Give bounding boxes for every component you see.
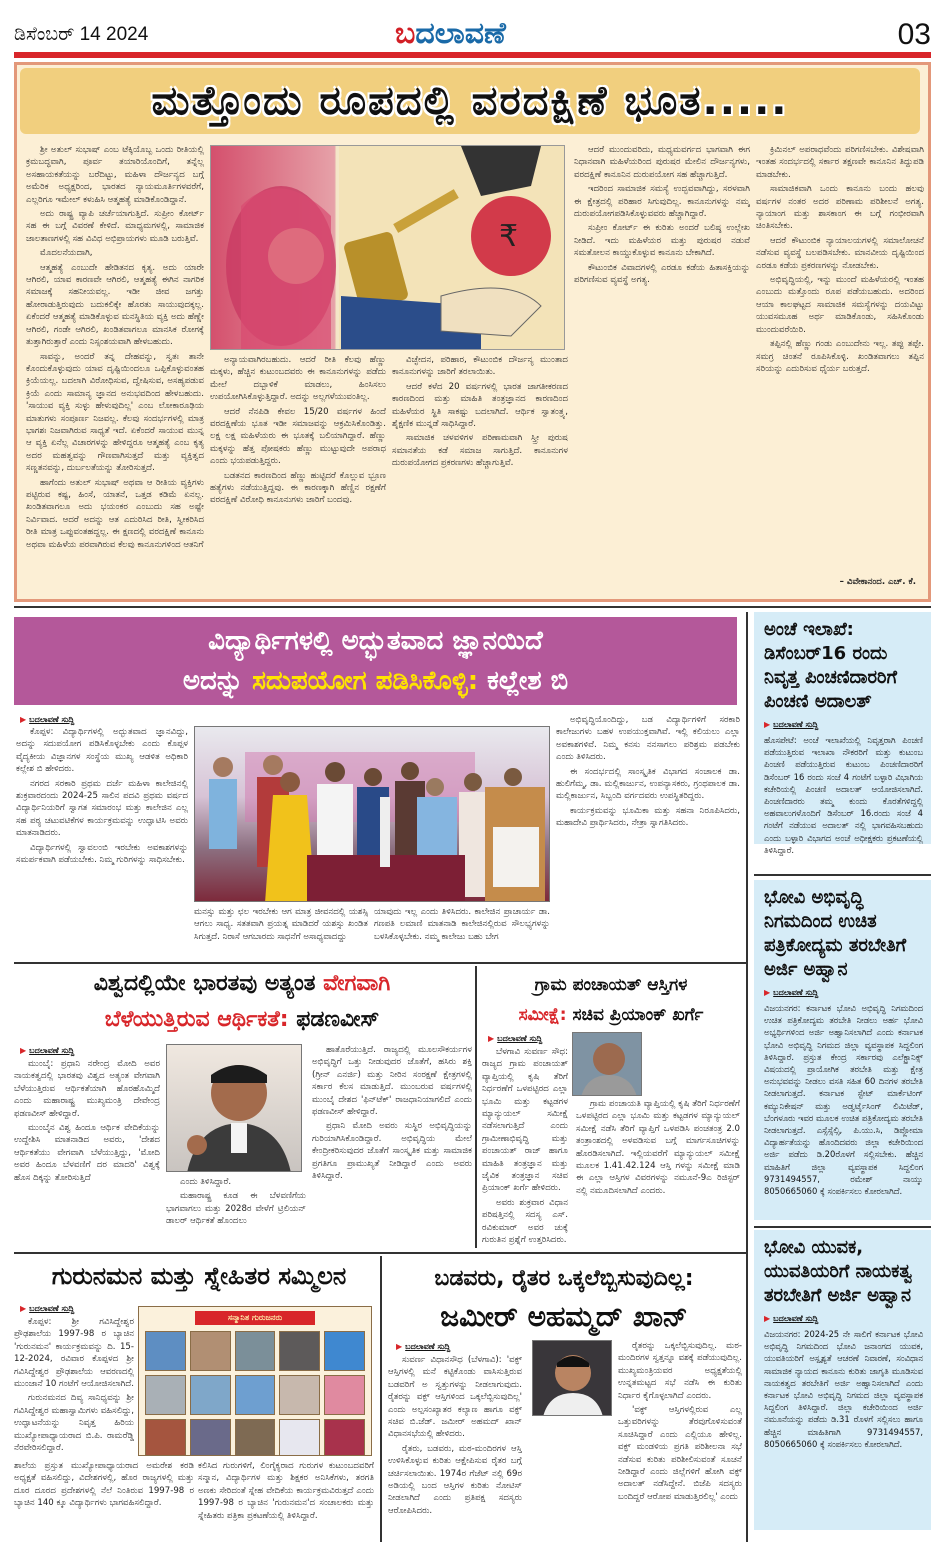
paragraph: ಆದರೆ ಕೌಟುಂಬಿಕ ನ್ಯಾಯಾಲಯಗಳಲ್ಲಿ ಸಮಾಲೋಚನೆ ನಡೆಸುವ ವ್ಯವಸ್ಥೆ ಬಲಪಡಿಸಬೇಕು. ಮಾನವೀಯ ದೃಷ್ಟಿಯಿಂದ ಎರಡೂ ಕಡೆಯ ಪ್ರಕರಣಗಳನ್ನು ನೋಡಬೇಕು. <box>756 235 924 271</box>
headline-highlight: ವೇಗವಾಗಿ <box>323 971 391 996</box>
students-headline <box>14 617 737 705</box>
paragraph: ಗುರುನಮನದ ದಿವ್ಯ ಸಾನಿಧ್ಯವನ್ನು ಶ್ರೀ ಗವಿಸಿದ್ದೇಶ್ವರ ಮಹಾಸ್ವಾಮಿಗಳು ವಹಿಸಲಿದ್ದು, ಉದ್ಘಾಟನೆಯನ್ನು ನಿವೃತ್ತ ಹಿರಿಯ ಮುಖ್ಯೋಪಾಧ್ಯಾಯರಾದ ಬಿ.ಪಿ. ರಾಮರೆಡ್ಡಿ ನೆರವೇರಿಸಲಿದ್ದಾರೆ. <box>14 1393 134 1454</box>
news-source-tag: ▶ ಬದಲಾವಣೆ ಸುದ್ದಿ <box>10 1044 84 1058</box>
paragraph: ಅನ್ಯಾಯವಾಗಿರಬಹುದು. ಆದರೆ ರೀತಿ ಕೆಲವು ಹೆಣ್ಣು ಮಕ್ಕಳು, ಹೆಚ್ಚಿನ ಕುಟುಂಬದವರು ಈ ಕಾನೂನುಗಳನ್ನು ಪಡೆದು ಮೇಲೆ ದಬ್ಬಾಳಿಕೆ ಮಾಡಲು, ಹಿಂಸಿಸಲು ಉಪಯೋಗಿಸಿಕೊಳ್ಳುತ್ತಿದ್ದಾರೆ. ಅದನ್ನು ಅಲ್ಲಗಳೆಯುವಂತಿಲ್ಲ. <box>210 355 386 403</box>
priyank-kharge-portrait-photo-icon <box>573 1033 642 1096</box>
headline-line-2: ಜಮೀರ್ ಅಹಮ್ಮದ್ ಖಾನ್ <box>440 1300 688 1333</box>
zameer-photo <box>532 1340 612 1416</box>
headline-line-1: ವಿದ್ಯಾರ್ಥಿಗಳಲ್ಲಿ ಅದ್ಭುತವಾದ ಜ್ಞಾನಯಿದೆ <box>208 626 543 656</box>
headline-text: ಫಡಣವೀಸ್ <box>288 1007 380 1032</box>
paragraph: 'ವಕ್ಫ್ ಆಸ್ತಿಗಳಲ್ಲಿರುವ ಎಲ್ಲ ಒತ್ತುವರಿಗಳನ್ನು ತೆರವುಗೊಳಿಸುವಂತೆ ಸೂಚಿಸಿದ್ದಾರೆ ಎಂದು ಎಲ್ಲಿಯೂ ಹೇಳಿಲ್ಲ. ವಕ್ಫ್ ಮಂಡಳಿಯ ಪ್ರಗತಿ ಪರಿಶೀಲನಾ ಸಭೆ ನಡೆಸುವ ಕುರಿತು ಪರಿಶೀಲಿಸುವಂತೆ ಸೂಚನೆ ನೀಡಿದ್ದಾರೆ ಎಂದು ಜಿಲ್ಲೆಗಳಿಗೆ ಹೋಗಿ ವಕ್ಫ್ ಅದಾಲತ್ ನಡೆಸಿದ್ದೇನೆ. ಬಿಜೆಪಿ ಸದಸ್ಯರು ಬಂದಿದ್ದರೆ ಆರೋಪ ಮಾಡುತ್ತಿರಲಿಲ್ಲ' ಎಂದು <box>618 1405 742 1502</box>
logo-rest: ದಲಾವಣೆ <box>415 16 506 51</box>
teacher-portrait <box>324 1419 365 1456</box>
paragraph: ಬೆಳಗಾವಿ ಸುವರ್ಣ ಸೌಧ: ರಾಜ್ಯದ ಗ್ರಾಮ ಪಂಚಾಯತ್ ವ್ಯಾಪ್ತಿಯಲ್ಲಿ ಕೃಷಿ ತೆರಿಗೆ ನಿರ್ಧರಣೆಗೆ ಒಳಪಟ್ಟಿರದ ಎಲ್ಲಾ ಭೂಮಿ ಮತ್ತು ಕಟ್ಟಡಗಳ ಮ್ಯಾನ್ಯುಯಲ್ ಸಮೀಕ್ಷೆ ನಡೆಸಲಾಗುತ್ತಿದೆ ಎಂದು ಗ್ರಾಮೀಣಾಭಿವೃದ್ಧಿ ಮತ್ತು ಪಂಚಾಯತ್ ರಾಜ್ ಹಾಗೂ ಮಾಹಿತಿ ತಂತ್ರಜ್ಞಾನ ಮತ್ತು ಜೈವಿಕ ತಂತ್ರಜ್ಞಾನ ಸಚಿವ ಪ್ರಿಯಾಂಕ್ ಖರ್ಗೆ ಹೇಳಿದರು. <box>482 1047 568 1194</box>
paragraph: ವಿಚ್ಛೇದನ, ಪರಿಹಾರ, ಕೌಟುಂಬಿಕ ದೌರ್ಜನ್ಯ ಮುಂತಾದ ಕಾನೂನುಗಳನ್ನು ಜಾರಿಗೆ ತರಲಾಯಿತು. <box>392 355 568 378</box>
panchayat-photo <box>572 1032 642 1096</box>
paragraph: ವಿದ್ಯಾರ್ಥಿಗಳಲ್ಲಿ ಸ್ವಾವಲಂಬಿ ಇರಬೇಕು ಅವಕಾಶಗಳನ್ನು ಸಮರ್ಪಕವಾಗಿ ಪಡೆಯಬೇಕು. ನಿಮ್ಮ ಗುರಿಗಳನ್ನು ಸಾಧಿಸಬೇಕು. <box>16 842 188 866</box>
fadnavis-portrait-photo-icon <box>167 1045 302 1172</box>
sidebar-section-divider <box>754 1226 931 1228</box>
teacher-portrait <box>190 1331 231 1371</box>
issue-date: ಡಿಸೆಂಬರ್ 14 2024 <box>14 24 149 45</box>
paragraph: ಕ್ರಿಮಿನಲ್ ಅಪರಾಧವೆಂದು ಪರಿಗಣಿಸಬೇಕು. ವಿಶೇಷವಾಗಿ ಇಂತಹ ಸಂದರ್ಭದಲ್ಲಿ ಸರ್ಕಾರ ತಕ್ಷಣವೇ ಕಾನೂನಿನ ತಿದ್ದುಪಡಿ ಮಾಡಬೇಕು. <box>756 145 924 180</box>
news-source-tag: ▶ ಬದಲಾವಣೆ ಸುದ್ದಿ <box>386 1340 460 1354</box>
page-number: 03 <box>897 18 931 51</box>
pension-notice <box>754 612 931 855</box>
reunion-bottom-right: ಕಲಿಸಿದ ಗುರುಗಳಿಗೆ, ಲಿಂಗೈಕ್ಯರಾದ ಗುರುಗಳ ಕುಟುಂಬದವರಿಗೆ ಸನ್ಮಾನ, ವಿದ್ಯಾರ್ಥಿಗಳ ಮತ್ತು ಶಿಕ್ಷಕರ ಅನಿಸಿಕೆಗಳು, ತರಗತಿ ಅಣಕು ಸೇರಿದಂತೆ ಸ್ನೇಹ ವೇದಿಕೆಯ ಕಾರ್ಯಕ್ರಮವಿರುತ್ತದೆ ಎಂದು 1997-98 ರ ಬ್ಯಾಚಿನ 'ಗುರುನಮನ'ದ ಸಂಚಾಲಕರು ಮತ್ತು ಸ್ನೇಹಿತರು ಪತ್ರಿಕಾ ಪ್ರಕಟಣೆಯಲ್ಲಿ ತಿಳಿಸಿದ್ದಾರೆ. <box>198 1461 374 1521</box>
bhovi-leadership-body: ವಿಜಯನಗರ: 2024-25 ನೇ ಸಾಲಿಗೆ ಕರ್ನಾಟಕ ಭೋವಿ ಅಭಿವೃದ್ಧಿ ನಿಗಮದಿಂದ ಭೋವಿ ಜನಾಂಗದ ಯುವಕ, ಯುವತಿಯರಿಗೆ ಅಸ್ಪೃಶ್ಯತೆ ಆಚರಣೆ ನಿವಾರಣೆ, ಸಂವಿಧಾನ ಸಾಮಾಜಿಕ ನ್ಯಾಯದ ಕಾನೂನು ಕುರಿತು ಜಾಗೃತಿ ಮೂಡಿಸುವ ನಾಯಕತ್ವದ ತರಬೇತಿಗೆ ಅರ್ಜಿ ಅಹ್ವಾನಿಸಲಾಗಿದೆ ಎಂದು ಕರ್ನಾಟಕ ಭೋವಿ ಅಭಿವೃದ್ಧಿ ನಿಗಮದ ಜಿಲ್ಲಾ ವ್ಯವಸ್ಥಾಪಕ ಸಿದ್ದಲಿಂಗ ತಿಳಿಸಿದ್ದಾರೆ. ಜಿಲ್ಲಾ ಕಚೇರಿಯಿಂದ ಅರ್ಜಿ ನಮೂನೆಯನ್ನು ಪಡೆದು ಡಿ.31 ರೊಳಗೆ ಸಲ್ಲಿಸಲು ಹಾಗೂ ಹೆಚ್ಚಿನ ಮಾಹಿತಿಗಾಗಿ 9731494557, 8050665060 ಕ್ಕೆ ಸಂಪರ್ಕಿಸಲು ಕೋರಲಾಗಿದೆ. <box>764 1329 923 1449</box>
paragraph: ಅಭಿವೃದ್ಧಿಯೊಂದಿದ್ದು, ಬಡ ವಿದ್ಯಾರ್ಥಿಗಳಿಗೆ ಸರಕಾರಿ ಕಾಲೇಜುಗಳು ಬಹಳ ಉಪಯುಕ್ತವಾಗಿವೆ. ಇಲ್ಲಿ ಕಲಿಯಲು ಎಲ್ಲಾ ಅವಕಾಶಗಳಿವೆ. ನಿಮ್ಮ ಕನಸು ನನಸಾಗಲು ಪರಿಶ್ರಮ ಪಡಬೇಕು ಎಂದು ತಿಳಿಸಿದರು. <box>556 715 740 763</box>
news-source-tag: ▶ ಬದಲಾವಣೆ ಸುದ್ದಿ <box>478 1032 552 1046</box>
newspaper-logo <box>395 16 506 51</box>
paragraph: ನಗರದ ಸರಕಾರಿ ಪ್ರಥಮ ದರ್ಜೆ ಮಹಿಳಾ ಕಾಲೇಜಿನಲ್ಲಿ ಶುಕ್ರವಾರದಂದು 2024-25 ಸಾಲಿನ ಪದವಿ ಪ್ರಥಮ ವರ್ಷದ ವಿದ್ಯಾರ್ಥಿನಿಯರಿಗೆ ಸ್ವಾಗತ ಸಮಾರಂಭ ಮತ್ತು ಕಾಲೇಜಿನ ಎಲ್ಲ ಸಹ ಪಠ್ಯ ಚಟುವಟಿಕೆಗಳ ಕಾರ್ಯಕ್ರಮವನ್ನು ಉದ್ಘಾಟಿಸಿ ಅವರು ಮಾತನಾಡಿದರು. <box>16 778 188 839</box>
feature-author: – ವಿವೇಕಾನಂದ. ಎಚ್. ಕೆ. <box>839 577 916 587</box>
teacher-portrait <box>279 1375 320 1415</box>
headline-text: ಅದನ್ನು <box>182 666 253 696</box>
pension-headline: ಅಂಚೆ ಇಲಾಖೆ: ಡಿಸೆಂಬರ್16 ರಂದು ನಿವೃತ್ತ ಪಿಂಚಣಿದಾರರಿಗೆ ಪಿಂಚಣಿ ಅದಾಲತ್ <box>764 619 898 712</box>
teacher-portrait <box>324 1331 365 1371</box>
paragraph: ಅವರು ಶುಕ್ರವಾರ ವಿಧಾನ ಪರಿಷತ್ತಿನಲ್ಲಿ ಸದಸ್ಯ ಎಸ್. ರವಿಕುಮಾರ್ ಅವರ ಚುಕ್ಕೆ ಗುರುತಿನ ಪ್ರಶ್ನೆಗೆ ಉತ್ತರಿಸಿದರು. <box>482 1197 568 1246</box>
paragraph: ಆದರೆ ಕಳೆದ 20 ವರ್ಷಗಳಲ್ಲಿ ಭಾರತ ಜಾಗತೀಕರಣದ ಕಾರಣದಿಂದ ಮತ್ತು ಮಾಹಿತಿ ತಂತ್ರಜ್ಞಾನದ ಕಾರಣದಿಂದ ಮಹಿಳೆಯರ ಸ್ಥಿತಿ ಸಾಕಷ್ಟು ಬದಲಾಗಿದೆ. ಆರ್ಥಿಕ ಸ್ವಾತಂತ್ರ್ಯ, ಶೈಕ್ಷಣಿಕ ಮುನ್ನಡೆ ಸಾಧಿಸಿದ್ದಾರೆ. <box>392 381 568 430</box>
paragraph: ಗ್ರಾಮ ಪಂಚಾಯತಿ ವ್ಯಾಪ್ತಿಯಲ್ಲಿ ಕೃಷಿ ತೆರಿಗೆ ನಿರ್ಧರಣೆಗೆ ಒಳಪಟ್ಟಿರದ ಎಲ್ಲಾ ಭೂಮಿ ಮತ್ತು ಕಟ್ಟಡಗಳ ಮ್ಯಾನ್ಯುಯಲ್ ಸಮೀಕ್ಷೆ ನಡೆಸಿ ತೆರಿಗೆ ವ್ಯಾಪ್ತಿಗೆ ಒಳಪಡಿಸಿ ಪಂಚತಂತ್ರ 2.0 ತಂತ್ರಾಂಶದಲ್ಲಿ ಅಳವಡಿಸುವ ಬಗ್ಗೆ ಮಾರ್ಗಸೂಚಿಗಳನ್ನು ಹೊರಡಿಸಲಾಗಿದೆ. ಇಲ್ಲಿಯವರೆಗೆ ಮ್ಯಾನ್ಯುಯಲ್ ಸಮೀಕ್ಷೆ ಮೂಲಕ 1.41.42.124 ಆಸ್ತಿ ಗಳನ್ನು ಸಮೀಕ್ಷೆ ಮಾಡಿ ಈ ಎಲ್ಲಾ ಆಸ್ತಿಗಳ ವಿವರಗಳನ್ನು ನಮೂನೆ-9ಎ ರಿಜಿಸ್ಟರ್ ನಲ್ಲಿ ನಮೂದಿಸಲಾಗಿದೆ ಎಂದರು. <box>576 1099 740 1196</box>
headline-line-2 <box>14 1002 470 1038</box>
pension-body: ಹೊಸಪೇಟೆ: ಅಂಚೆ ಇಲಾಖೆಯಲ್ಲಿ ನಿವೃತ್ತರಾಗಿ ಪಿಂಚಣಿ ಪಡೆಯುತ್ತಿರುವ ಇಲಾಖಾ ನೌಕರರಿಗೆ ಮತ್ತು ಕುಟುಂಬ ಪಿಂಚಣಿ ಪಡೆಯುತ್ತಿರುವ ಕುಟುಂಬ ಪಿಂಚಣಿದಾರರಿಗೆ ಡಿಸೆಂಬರ್ 16 ರಂದು ಸಂಜೆ 4 ಗಂಟೆಗೆ ಬಳ್ಳಾರಿ ವಿಭಾಗಿಯ ಕಚೇರಿಯಲ್ಲಿ ಪಿಂಚಣಿ ಅದಾಲತ್ ಆಯೋಜಿಸಲಾಗಿದೆ. ಪಿಂಚಣಿದಾರರು ತಮ್ಮ ಕುಂದು ಕೊರತೆಗಳಿದ್ದಲ್ಲಿ ಅಹವಾಲುಗಳೊಂದಿಗೆ ಡಿಸೆಂಬರ್ 16.ರಂದು ಸಂಜೆ 4 ಗಂಟೆಗೆ ನಡೆಯುವ ಅದಾಲತ್ ನಲ್ಲಿ ಭಾಗವಹಿಸಬಹುದು ಎಂದು ಬಳ್ಳಾರಿ ವಿಭಾಗದ ಅಂಚೆ ಅಧೀಕ್ಷಕರು ಪ್ರಕಟಣೆಯಲ್ಲಿ ತಿಳಿಸಿದ್ದಾರೆ. <box>764 735 923 855</box>
section-divider <box>14 1252 746 1254</box>
headline-line-2 <box>480 1000 742 1030</box>
students-column-1 <box>16 726 188 954</box>
feature-column-4 <box>574 144 750 596</box>
headline-text: ವಿಶ್ವದಲ್ಲಿಯೇ ಭಾರತವು ಅತ್ಯಂತ <box>93 971 324 996</box>
feature-column-1 <box>26 144 204 596</box>
economy-column-3 <box>312 1044 472 1246</box>
news-source-tag: ▶ ಬದಲಾವಣೆ ಸುದ್ದಿ <box>754 1312 931 1326</box>
teacher-portrait <box>190 1375 231 1415</box>
paragraph: ಆದರೆ ನೆನಪಿಡಿ ಕೇವಲ 15/20 ವರ್ಷಗಳ ಹಿಂದೆ ವರದಕ್ಷಿಣೆಯ ಭೂತ ಇಡೀ ಸಮಾಜವನ್ನು ಆಕ್ರಮಿಸಿಕೊಂಡಿತ್ತು. ಲಕ್ಷ ಲಕ್ಷ ಮಹಿಳೆಯರು ಈ ಭೂತಕ್ಕೆ ಬಲಿಯಾಗಿದ್ದಾರೆ. ಹೆಣ್ಣು ಮಕ್ಕಳನ್ನು ಹೆತ್ತ ಪೋಷಕರು ಹೆಣ್ಣು ಮುಟ್ಟುವುದೇ ಅಪರಾಧ ಎಂದು ಭಯಪಡುತ್ತಿದ್ದರು. <box>210 406 386 467</box>
photo-column-a: ಮನಸ್ಸು ಮತ್ತು ಛಲ ಇರಬೇಕು ಆಗ ಮಾತ್ರ ಜೀವನದಲ್ಲಿ ಯಶಸ್ಸಿ ಆಗಲು ಸಾಧ್ಯ. ಸತತವಾಗಿ ಪ್ರಯತ್ನ ಮಾಡಿದರೆ ಯಶಸ್ಸು ಖಂಡಿತ ಸಿಗುತ್ತದೆ. ನಿರಾಸೆ ಆಗಬಾರದು ಸಾಧನೆಗೆ ಅಸಾಧ್ಯವಾದದ್ದು <box>194 907 368 942</box>
paragraph: ಶ್ರೀ ಅತುಲ್ ಸುಭಾಷ್ ಎಂಬ ಟೆಕ್ಕಿಯೊಬ್ಬ ಒಂದು ರೀತಿಯಲ್ಲಿ ಕ್ರಮಬದ್ಧವಾಗಿ, ಪೂರ್ವ ತಯಾರಿಯೊಂದಿಗೆ, ತನ್ನೆಲ್ಲ ಅಸಹಾಯಕತೆಯನ್ನು ಬರೆದಿಟ್ಟು, ಮಹಿಳಾ ದೌರ್ಜನ್ಯದ ಬಗ್ಗೆ ಅಮೆರಿಕ ಅಧ್ಯಕ್ಷರಿಂದ, ಭಾರತದ ನ್ಯಾಯಮೂರ್ತಿಗಳವರೆಗೆ, ಎಲ್ಲರಿಗೂ ಇಮೇಲ್ ಕಳುಹಿಸಿ ಆತ್ಮಹತ್ಯೆ ಮಾಡಿಕೊಂಡಿದ್ದಾನೆ. <box>26 145 204 205</box>
paragraph: ಮುಂಬೈ: ಪ್ರಧಾನಿ ನರೇಂದ್ರ ಮೋದಿ ಅವರ ನಾಯಕತ್ವದಲ್ಲಿ ಭಾರತವು ವಿಶ್ವದ ಅತ್ಯಂತ ವೇಗವಾಗಿ ಬೆಳೆಯುತ್ತಿರುವ ಆರ್ಥಿಕತೆಯಾಗಿ ಹೊರಹೊಮ್ಮಿದೆ ಎಂದು ಮಹಾರಾಷ್ಟ್ರ ಮುಖ್ಯಮಂತ್ರಿ ದೇವೇಂದ್ರ ಫಡಣವೀಸ್ ಹೇಳಿದ್ದಾರೆ. <box>14 1059 160 1119</box>
zameer-column-2 <box>618 1340 742 1538</box>
bhovi-training-notice <box>754 880 931 1220</box>
sidebar-section-divider <box>754 874 931 876</box>
headline-line-1: ಗ್ರಾಮ ಪಂಚಾಯತ್ ಆಸ್ತಿಗಳ <box>534 975 688 995</box>
paragraph: ಸಾವನ್ನು, ಅಂದರೆ ತನ್ನ ದೇಹವನ್ನು, ಸ್ವತಃ ತಾನೇ ಕೊಂದುಕೊಳ್ಳುವುದು ಯಾವ ದೃಷ್ಟಿಯಿಂದಲೂ ಒಪ್ಪಿಕೊಳ್ಳುವಂತಹ ಕ್ರಿಯೆಯಲ್ಲ. ಬದಲಾಗಿ ವಿರೋಧಿಸುವ, ದ್ವೇಷಿಸುವ, ಅಸಹ್ಯಪಡುವ ಕ್ರಿಯೆ ಎಂದು ಸಾಮಾನ್ಯ ಜ್ಞಾನದ ಅನುಭವದಿಂದ ಹೇಳಬಹುದು. 'ಸಾಯುವ ವ್ಯಕ್ತಿ ಸುಳ್ಳು ಹೇಳುವುದಿಲ್ಲ' ಎಂಬ ಲೋಕಾರೂಢಿಯ ಮಾತುಗಳು ಸಂಪೂರ್ಣ ನಿಜವಲ್ಲ. ಕೆಲವು ಸಂದರ್ಭಗಳಲ್ಲಿ ಮಾತ್ರ ಭಾಗಶಃ ನಿಜವಾಗಿರುವ ಸಾಧ್ಯತೆ ಇದೆ. ಏಕೆಂದರೆ ಸಾಯುವ ಮುನ್ನ ಆ ವ್ಯಕ್ತಿ ಏನೆಲ್ಲ ವಿಚಾರಗಳನ್ನು ಹೇಳಿದ್ದರೂ ಆತ್ಮಹತ್ಯೆ ಎಂಬ ಕೃತ್ಯ ಅದರ ಮಹತ್ವವನ್ನು ಗೌಣವಾಗಿಸುತ್ತದೆ ಮತ್ತು ವ್ಯಕ್ತಿತ್ವದ ಸಣ್ಣತನವನ್ನು, ದುರ್ಬಲತೆಯನ್ನು ತೋರಿಸುತ್ತದೆ. <box>26 351 204 474</box>
teachers-poster <box>138 1306 372 1456</box>
rupee-bag-gavel-illustration-icon <box>211 146 565 350</box>
photo-column-b: ಯಾವುದು ಇಲ್ಲ ಎಂದು ತಿಳಿಸಿದರು. ಕಾಲೇಜಿನ ಪ್ರಾಚಾರ್ಯ ಡಾ. ಗಣಪತಿ ಲಮಾಣಿ ಮಾತನಾಡಿ ಕಾಲೇಜಿನಲ್ಲಿರುವ ಸೌಲಭ್ಯಗಳನ್ನು ಬಳಸಿಕೊಳ್ಳಬೇಕು. ನಮ್ಮ ಕಾಲೇಜು ಬಹು ಬೇಗ <box>374 907 550 942</box>
economy-column-2 <box>166 1176 306 1246</box>
bhovi-training-headline: ಭೋವಿ ಅಭಿವೃದ್ಧಿ ನಿಗಮದಿಂದ ಉಚಿತ ಪತ್ರಿಕೋದ್ಯಮ ತರಬೇತಿಗೆ ಅರ್ಜಿ ಅಹ್ವಾನ <box>764 887 907 980</box>
news-source-tag: ▶ ಬದಲಾವಣೆ ಸುದ್ದಿ <box>10 1302 84 1316</box>
paragraph: ಸುವರ್ಣ ವಿಧಾನಸೌಧ (ಬೆಳಗಾವಿ): 'ವಕ್ಫ್ ಆಸ್ತಿಗಳಲ್ಲಿ ಮನೆ ಕಟ್ಟಿಕೊಂಡು ವಾಸಿಸುತ್ತಿರುವ ಬಡವರಿಗೆ ಅ ಸ್ವತ್ತುಗಳನ್ನು ನೀಡಲಾಗುವುದು. ರೈತರನ್ನು ವಕ್ಫ್ ಆಸ್ತಿಗಳಿಂದ ಒಕ್ಕಲೆಬ್ಬಿಸುವುದಿಲ್ಲ' ಎಂದು ಅಲ್ಪಸಂಖ್ಯಾತರ ಕಲ್ಯಾಣ ಹಾಗೂ ವಕ್ಫ್ ಸಚಿವ ಬಿ.ಜೆಡ್. ಜಮೀರ್ ಅಹಮದ್ ಖಾನ್ ವಿಧಾನಸಭೆಯಲ್ಲಿ ಹೇಳಿದರು. <box>388 1355 522 1440</box>
zameer-ahmed-khan-portrait-photo-icon <box>533 1341 612 1416</box>
dowry-illustration <box>210 145 565 350</box>
paragraph: ರೈತರನ್ನು ಒಕ್ಕಲೆಬ್ಬಿಸುವುದಿಲ್ಲ. ಮಠ-ಮಂದಿರಗಳ ಸ್ವತ್ತನ್ನೂ ವಶಕ್ಕೆ ಪಡೆಯುವುದಿಲ್ಲ. ಮುಖ್ಯಮಂತ್ರಿಯವರ ಅಧ್ಯಕ್ಷತೆಯಲ್ಲಿ ಉನ್ನತಮಟ್ಟದ ಸಭೆ ನಡೆಸಿ ಈ ಕುರಿತು ನಿರ್ಧಾರ ಕೈಗೊಳ್ಳಲಾಗಿದೆ ಎಂದರು. <box>618 1341 742 1401</box>
bhovi-training-body: ವಿಜಯನಗರ: ಕರ್ನಾಟಕ ಭೋವಿ ಅಭಿವೃದ್ಧಿ ನಿಗಮದಿಂದ ಉಚಿತ ಪತ್ರಿಕೋದ್ಯಮ ತರಬೇತಿ ನೀಡಲು ಅರ್ಹ ಭೋವಿ ಅಭ್ಯರ್ಥಿಗಳಿಂದ ಅರ್ಜಿ ಅಹ್ವಾನಿಸಲಾಗಿದೆ ಎಂದು ಕರ್ನಾಟಕ ಭೋವಿ ಅಭಿವೃದ್ಧಿ ನಿಗಮದ ಜಿಲ್ಲಾ ವ್ಯವಸ್ಥಾಪಕ ಸಿದ್ದಲಿಂಗ ತಿಳಿಸಿದ್ದಾರೆ. ಪ್ರಸ್ತುತ ಕೇಂದ್ರ ಸರ್ಕಾರವು ಎಲೆಕ್ಟ್ರಾನಿಕ್ಸ್ ವಿಷಯದಲ್ಲಿ ಪ್ರಾಯೋಗಿಕ ತರಬೇತಿ ಮತ್ತು ಕ್ಷೇತ್ರ ಅನುಭವವನ್ನು ನೀಡಲು ವಸತಿ ಸಹಿತ 60 ದಿನಗಳ ತರಬೇತಿ ನೀಡಲಾಗುತ್ತದೆ. ಕರ್ನಾಟಕ ಸ್ಟೇಟ್ ಮಾರ್ಕೆಟಿಂಗ್ ಕಮ್ಯುನಿಕೇಷನ್ ಮತ್ತು ಅಡ್ವರ್ಟೈಸಿಂಗ್ ಲಿಮಿಟೆಡ್, ಬೆಂಗಳೂರು ಇವರ ಮೂಲಕ ಉಚಿತ ಪತ್ರಿಕೋದ್ಯಮ ತರಬೇತಿ ನೀಡಲಾಗುತ್ತದೆ. ಎಸ್ಸೆಸ್ಸೆಲ್ಸಿ, ಪಿ.ಯು.ಸಿ, ಡಿಪ್ಲೋಮಾ ವಿದ್ಯಾರ್ಹತೆಯನ್ನು ಹೊಂದಿದವರು ಜಿಲ್ಲಾ ಕಚೇರಿಯಿಂದ ಅರ್ಜಿ ಪಡೆದು ಡಿ.20ರೊಳಗೆ ಸಲ್ಲಿಸಬೇಕು. ಹೆಚ್ಚಿನ ಮಾಹಿತಿಗೆ ಜಿಲ್ಲಾ ವ್ಯವಸ್ಥಾಪಕ ಸಿದ್ದಲಿಂಗ 9731494557, ರಮೇಶ್ ನಾಯ್ಕು 8050665060 ಕ್ಕೆ ಸಂಪರ್ಕಿಸಲು ಕೋರಲಾಗಿದೆ. <box>764 1003 923 1197</box>
paragraph: ಸಾಮಾಜಿಕವಾಗಿ ಒಂದು ಕಾನೂನು ಬಂದು ಹಲವು ವರ್ಷಗಳ ನಂತರ ಅದರ ಪರಿಣಾಮ ಪರಿಶೀಲನೆ ಅಗತ್ಯ. ನ್ಯಾಯಾಂಗ ಮತ್ತು ಶಾಸಕಾಂಗ ಈ ಬಗ್ಗೆ ಗಂಭೀರವಾಗಿ ಚಿಂತಿಸಬೇಕು. <box>756 184 924 232</box>
paragraph: ಹಾತೊರೆಯುತ್ತಿದೆ. ರಾಜ್ಯದಲ್ಲಿ ಮೂಲಸೌಕರ್ಯಗಳ ಅಭಿವೃದ್ಧಿಗೆ ಒತ್ತು ನೀಡುವುದರ ಜೊತೆಗೆ, ಹಸಿರು ಶಕ್ತಿ (ಗ್ರೀನ್ ಎನರ್ಜಿ) ಮತ್ತು ನೀರಿನ ಸಂರಕ್ಷಣೆ ಕ್ಷೇತ್ರಗಳಲ್ಲಿ ಸರ್ಕಾರ ಕೆಲಸ ಮಾಡುತ್ತಿದೆ. ಮುಂಬರುವ ವರ್ಷಗಳಲ್ಲಿ ಮುಂಬೈ ದೇಶದ 'ಫಿನ್‌ಟೆಕ್' ರಾಜಧಾನಿಯಾಗಲಿದೆ ಎಂದು ಫಡಣವೀಸ್ ಹೇಳಿದ್ದಾರೆ. <box>312 1045 472 1118</box>
feature-column-3 <box>392 354 568 594</box>
students-column-3 <box>556 714 740 954</box>
paragraph: ಸಾಮಾಜಿಕ ಚಳವಳಿಗಳ ಪರಿಣಾಮವಾಗಿ ಸ್ತ್ರೀ ಪುರುಷ ಸಮಾನತೆಯ ಕಡೆ ಸಮಾಜ ಸಾಗುತ್ತಿದೆ. ಕಾನೂನುಗಳ ದುರುಪಯೋಗದ ಪ್ರಕರಣಗಳು ಹೆಚ್ಚಾಗುತ್ತಿವೆ. <box>392 433 568 469</box>
news-source-tag: ▶ ಬದಲಾವಣೆ ಸುದ್ದಿ <box>10 713 84 727</box>
poster-title: ಸನ್ಮಾನಿತ ಗುರುಜನರು <box>195 1311 315 1325</box>
headline-line-1: ಬಡವರು, ರೈತರ ಒಕ್ಕಲೆಬ್ಬಿಸುವುದಿಲ್ಲ: <box>434 1266 694 1291</box>
paragraph: ರೈತರು, ಬಡವರು, ಮಠ-ಮಂದಿರಗಳ ಆಸ್ತಿ ಉಳಿಸಿಕೊಳ್ಳುವ ಕುರಿತು ಆಕ್ಷೇಪಿಸುವ ರೈತರ ಬಗ್ಗೆ ಚರ್ಚಿಸಲಾಯಿತು. 1974ರ ಗೆಜೆಟ್‌ ನಲ್ಲಿ 69ರ ಅಡಿಯಲ್ಲಿ ಬಂದ ಆಸ್ತಿಗಳ ಕುರಿತು ನೋಟಿಸ್ ನೀಡಲಾಗಿದೆ ಎಂದು ಪ್ರತಿಪಕ್ಷ ಸದಸ್ಯರು ಆರೋಪಿಸಿದರು. <box>388 1443 522 1516</box>
headline-text: ಸಚಿವ ಪ್ರಿಯಾಂಕ್ ಖರ್ಗೆ <box>566 1005 704 1025</box>
teacher-portrait <box>279 1331 320 1371</box>
panchayat-column-1 <box>482 1046 568 1246</box>
bhovi-leadership-headline: ಭೋವಿ ಯುವಕ, ಯುವತಿಯರಿಗೆ ನಾಯಕತ್ವ ತರಬೇತಿಗೆ ಅರ್ಜಿ ಅಹ್ವಾನ <box>764 1237 913 1306</box>
news-source-tag: ▶ ಬದಲಾವಣೆ ಸುದ್ದಿ <box>754 718 931 732</box>
bhovi-leadership-notice <box>754 1230 931 1530</box>
paragraph: ಎಂದು ತಿಳಿಸಿದ್ದಾರೆ. <box>180 1177 232 1187</box>
paragraph: ಕೊಪ್ಪಳ: ಶ್ರೀ ಗವಿಸಿದ್ದೇಶ್ವರ ಪ್ರೌಢಶಾಲೆಯ 1997-98 ರ ಬ್ಯಾಚಿನ 'ಗುರುನಮನ' ಕಾರ್ಯಕ್ರಮವನ್ನು ದಿ. 15-12-2024, ರವಿವಾರ ಕೊಪ್ಪಳದ ಶ್ರೀ ಗವಿಸಿದ್ದೇಶ್ವರ ಪ್ರೌಢಶಾಲೆಯ ಆವರಣದಲ್ಲಿ ಮುಂಜಾನೆ 10 ಗಂಟೆಗೆ ಆಯೋಜಿಸಲಾಗಿದೆ. <box>14 1317 134 1390</box>
paragraph: ಅದು ರಾಷ್ಟ್ರ ವ್ಯಾಪಿ ಚರ್ಚೆಯಾಗುತ್ತಿದೆ. ಸುಪ್ರೀಂ ಕೋರ್ಟ್ ಸಹ ಈ ಬಗ್ಗೆ ವಿವರಣೆ ಕೇಳಿದೆ. ಮಾಧ್ಯಮಗಳಲ್ಲಿ, ಸಾಮಾಜಿಕ ಜಾಲತಾಣಗಳಲ್ಲಿ ಸಹ ವಿವಿಧ ಅಭಿಪ್ರಾಯಗಳು ಮೂಡಿ ಬರುತ್ತಿವೆ. <box>26 209 204 244</box>
reunion-bottom-left: ಶಾಲೆಯ ಪ್ರಸ್ತುತ ಮುಖ್ಯೋಪಾಧ್ಯಾಯರಾದ ಅಮರೇಶ ಕರಡಿ ಅಧ್ಯಕ್ಷತೆ ವಹಿಸಲಿದ್ದು, ವಿದೇಶಗಳಲ್ಲಿ, ಹೊರ ರಾಜ್ಯಗಳಲ್ಲಿ ಮತ್ತು ದೂರ ದೂರದ ಪ್ರದೇಶಗಳಲ್ಲಿ ನೆಲೆ ನಿಂತಿರುವ 1997-98 ರ ಬ್ಯಾಚಿನ 140 ಕ್ಕೂ ವಿದ್ಯಾರ್ಥಿಗಳು ಭಾಗವಹಿಸಲಿದ್ದಾರೆ. <box>14 1461 194 1509</box>
paragraph: ಮಹಾರಾಷ್ಟ್ರ ಕೂಡ ಈ ಬೆಳವಣಿಗೆಯ ಭಾಗವಾಗಲು ಮತ್ತು 2028ರ ವೇಳೆಗೆ ಟ್ರಿಲಿಯನ್ ಡಾಲರ್ ಆರ್ಥಿಕತೆ ಹೊಂದಲು <box>166 1191 306 1227</box>
teacher-portrait <box>279 1419 320 1456</box>
panchayat-column-2 <box>576 1098 740 1246</box>
headline-highlight: ಸಮೀಕ್ಷೆ: <box>518 1005 567 1025</box>
news-source-tag: ▶ ಬದಲಾವಣೆ ಸುದ್ದಿ <box>754 986 931 1000</box>
economy-photo <box>166 1044 302 1172</box>
svg-text:₹: ₹ <box>499 219 519 254</box>
paragraph: ಕೌಟುಂಬಿಕ ವಿವಾದಗಳಲ್ಲಿ ಎರಡೂ ಕಡೆಯ ಹಿತಾಸಕ್ತಿಯನ್ನು ಪರಿಗಣಿಸುವ ವ್ಯವಸ್ಥೆ ಅಗತ್ಯ. <box>574 262 750 286</box>
paragraph: ಅಭಿವೃದ್ಧಿಯಲ್ಲಿ, ಇನ್ನು ಮುಂದೆ ಮಹಿಳೆಯರಲ್ಲಿ ಇಂತಹ ಎಂಬುದು ಮತ್ತೊಂದು ರೂಪ ಪಡೆಯಬಹುದು. ಅದರಿಂದ ಆಯಾ ಕಾಲಘಟ್ಟದ ಸಾಮಾಜಿಕ ಸಮಸ್ಯೆಗಳನ್ನು ದಯವಿಟ್ಟು ಯುವಸಮೂಹ ಅರ್ಥ ಮಾಡಿಕೊಂಡು, ಸಹಿಸಿಕೊಂಡು ಮುಂದುವರೆಯಿರಿ. <box>756 275 924 335</box>
paragraph: ಆದರೆ ಮುಂದುವರಿದು, ಮಧ್ಯಮವರ್ಗದ ಭಾಗವಾಗಿ ಈಗ ನಿಧಾನವಾಗಿ ಮಹಿಳೆಯರಿಂದ ಪುರುಷರ ಮೇಲಿನ ದೌರ್ಜನ್ಯಗಳು, ವರದಕ್ಷಿಣೆ ಕಾನೂನಿನ ದುರುಪಯೋಗ ಸಹ ಹೆಚ್ಚಾಗುತ್ತಿದೆ. <box>574 145 750 180</box>
section-divider <box>14 962 746 964</box>
paragraph: ಈ ಸಂದರ್ಭದಲ್ಲಿ ಸಾಂಸ್ಕೃತಿಕ ವಿಭಾಗದ ಸಂಚಾಲಕ ಡಾ. ಹುಲಿಗೆಮ್ಮ, ಡಾ. ಮಲ್ಲಿಕಾರ್ಜುನ, ಉಪನ್ಯಾಸಕರು, ಗ್ರಂಥಪಾಲಕ ಡಾ. ಮಲ್ಲಿಕಾರ್ಜುನ, ಸಿಬ್ಬಂದಿ ವರ್ಗದವರು ಉಪಸ್ಥಿತರಿದ್ದರು. <box>556 766 740 802</box>
zameer-headline <box>386 1260 742 1336</box>
headline-text: ಕಲ್ಲೇಶ ಬಿ <box>478 666 569 696</box>
paragraph: ಕಾರ್ಯಕ್ರಮವನ್ನು ಭೂಮಿಕಾ ಮತ್ತು ಸಹನಾ ನಿರೂಪಿಸಿದರು, ಮಹಾದೇವಿ ಪ್ರಾರ್ಥಿಸಿದರು, ನೇತ್ರಾ ಸ್ವಾಗತಿಸಿದರು. <box>556 805 740 829</box>
teacher-portrait <box>145 1375 186 1415</box>
reunion-column-1 <box>14 1316 134 1456</box>
economy-headline <box>14 966 470 1038</box>
logo-first-letter: ಬ <box>395 16 416 51</box>
teacher-portrait <box>145 1331 186 1371</box>
panchayat-headline <box>480 970 742 1030</box>
reunion-headline: ಗುರುನಮನ ಮತ್ತು ಸ್ನೇಹಿತರ ಸಮ್ಮಿಲನ <box>51 1262 347 1290</box>
feature-column-5 <box>756 144 924 564</box>
paragraph: ಇದರಿಂದ ಸಾಮಾಜಿಕ ಸಮಸ್ಯೆ ಉದ್ಭವವಾಗಿದ್ದು, ಸರಳವಾಗಿ ಈ ಕ್ಷೇತ್ರದಲ್ಲಿ ಪರಿಹಾರ ಸಿಗುವುದಿಲ್ಲ. ಕಾನೂನುಗಳನ್ನು ನಮ್ಮ ದುರುಪಯೋಗಪಡಿಸಿಕೊಳ್ಳುವವರು ಹೆಚ್ಚಾಗಿದ್ದಾರೆ. <box>574 184 750 220</box>
paragraph: ಮುಂಬೈನ ವಿಶ್ವ ಹಿಂದೂ ಆರ್ಥಿಕ ವೇದಿಕೆಯನ್ನು ಉದ್ದೇಶಿಸಿ ಮಾತನಾಡಿದ ಅವರು, 'ದೇಶದ ಆರ್ಥಿಕತೆಯು ವೇಗವಾಗಿ ಬೆಳೆಯುತ್ತಿದ್ದು, 'ಮೋದಿ ಅವರ ಹಿಂದೂ ಬೆಳವಣಿಗೆ ದರ ಮಾದರಿ' ವಿಶ್ವಕ್ಕೆ ಹೊಸ ದಿಕ್ಕನ್ನು ತೋರಿಸುತ್ತಿದೆ <box>14 1123 160 1183</box>
teacher-portrait <box>145 1419 186 1456</box>
teacher-portrait <box>235 1419 276 1456</box>
paragraph: ಸುಪ್ರೀಂ ಕೋರ್ಟ್ ಈ ಕುರಿತು ಅಂದರೆ ಬಲಿಷ್ಠ ಉಲ್ಲೇಖ ನೀಡಿದೆ. ಇದು ಮಹಿಳೆಯರ ಮತ್ತು ಪುರುಷರ ನಡುವೆ ಸಮತೋಲನ ಕಾಯ್ದುಕೊಳ್ಳುವ ಕಾನೂನು ಬೇಕಾಗಿದೆ. <box>574 223 750 259</box>
zameer-column-1 <box>388 1354 522 1540</box>
paragraph: ಪ್ರಧಾನಿ ಮೋದಿ ಅವರು ಸುಸ್ಥಿರ ಅಭಿವೃದ್ಧಿಯನ್ನು ಗುರಿಯಾಗಿಸಿಕೊಂಡಿದ್ದಾರೆ. ಅಭಿವೃದ್ಧಿಯ ಮೇಲೆ ಕೇಂದ್ರೀಕರಿಸುವುದರ ಜೊತೆಗೆ ಸಾಂಸ್ಕೃತಿಕ ಮತ್ತು ಸಾಮಾಜಿಕ ಪ್ರಗತಿಗೂ ಪ್ರಾಮುಖ್ಯತೆ ನೀಡಿದ್ದಾರೆ ಎಂದು ಅವರು ತಿಳಿಸಿದ್ದಾರೆ. <box>312 1121 472 1182</box>
headline-highlight: ಸದುಪಯೋಗ ಪಡಿಸಿಕೊಳ್ಳಿ: <box>252 666 479 696</box>
sidebar-divider <box>746 612 748 1542</box>
paragraph: ಬಡತನದ ಕಾರಣದಿಂದ ಹೆಣ್ಣು ಹುಟ್ಟಿದರೆ ಕೊಲ್ಲುವ ಭ್ರೂಣ ಹತ್ಯೆಗಳು ನಡೆಯುತ್ತಿದ್ದವು. ಈ ಕಾರಣಕ್ಕಾಗಿ ಹೆಣ್ಣಿನ ರಕ್ಷಣೆಗೆ ವರದಕ್ಷಿಣೆ ವಿರೋಧಿ ಕಾನೂನುಗಳು ಜಾರಿಗೆ ಬಂದವು. <box>210 470 386 506</box>
teacher-portrait <box>324 1375 365 1415</box>
paragraph: ಆತ್ಮಹತ್ಯೆ ಎಂಬುದೇ ಹೇಡಿತನದ ಕೃತ್ಯ. ಅದು ಯಾರೇ ಆಗಿರಲಿ, ಯಾವ ಕಾರಣವೇ ಆಗಿರಲಿ, ಆತ್ಮಹತ್ಯೆ ಈಗಿನ ನಾಗರಿಕ ಸಮಾಜಕ್ಕೆ ಸಹನೀಯವಲ್ಲ. ಇಡೀ ಜೀವ ಜಗತ್ತು ಹೋರಾಡುತ್ತಿರುವುದು ಬದುಕಲಿಕ್ಕೇ ಹೊರತು ಸಾಯುವುದಕ್ಕಲ್ಲ. ಏಕೆಂದರೆ ಆತ್ಮಹತ್ಯೆ ಮಾಡಿಕೊಳ್ಳುವ ಮನಸ್ಥಿತಿಯ ವ್ಯಕ್ತಿ ಅದು ಹೆಣ್ಣೇ ಆಗಿರಲಿ, ಗಂಡೇ ಆಗಿರಲಿ, ಖಂಡಿತವಾಗಲೂ ಮಾನಸಿಕ ರೋಗಕ್ಕೆ ತುತ್ತಾಗಿರುತ್ತಾರೆ ಎಂದು ನಿಸ್ಸಂಶಯವಾಗಿ ಹೇಳಬಹುದು. <box>26 262 204 348</box>
paragraph: ತಪ್ಪಿನಲ್ಲಿ ಹೆಣ್ಣು ಗಂಡು ಎಂಬುದೇನು ಇಲ್ಲ. ತಪ್ಪು ತಪ್ಪೇ. ಸಮಗ್ರ ಚಿಂತನೆ ರೂಪಿಸಿಕೊಳ್ಳಿ. ಖಂಡಿತವಾಗಲು ತಪ್ಪಿನ ಸರಿಯನ್ನು ಎದುರಿಸುವ ಧೈರ್ಯ ಬರುತ್ತದೆ. <box>756 339 924 374</box>
paragraph: ಮೊದಲನೆಯದಾಗಿ, <box>40 248 93 259</box>
paragraph: ಹಾಗೆಂದು ಅತುಲ್ ಸುಭಾಷ್ ಅಥವಾ ಆ ರೀತಿಯ ವ್ಯಕ್ತಿಗಳು ಪಟ್ಟಿರುವ ಕಷ್ಟ, ಹಿಂಸೆ, ಯಾತನೆ, ಒತ್ತಡ ಕಡಿಮೆ ಏನಲ್ಲ. ಖಂಡಿತವಾಗಲೂ ಅದು ಭಯಂಕರ ಎಂಬುದು ಸಹ ಅಷ್ಟೇ ನಿರ್ವಿವಾದ. ಆದರೆ ಅದನ್ನು ಆತ ಎದುರಿಸಿದ ರೀತಿ, ಸ್ವೀಕರಿಸಿದ ರೀತಿ ಮಾತ್ರ ಒಪ್ಪುವಂತಹದ್ದಲ್ಲ. ಈ ಕ್ಷಣದಲ್ಲಿ ವರದಕ್ಷಿಣೆ ಕಾನೂನು ಅಥವಾ ಮಹಿಳೆಯ ಪರವಾಗಿರುವ ಕೆಲವು ಕಾನೂನುಗಳಿಂದ ಆತನಿಗೆ <box>26 477 204 550</box>
economy-column-1 <box>14 1058 160 1248</box>
feature-column-2 <box>210 354 386 594</box>
column-divider <box>475 966 477 1248</box>
teacher-portrait <box>190 1419 231 1456</box>
headline-line-2 <box>14 661 737 701</box>
lamp-lighting-ceremony-photo-icon <box>195 727 550 902</box>
teachers-portrait-grid-icon <box>139 1325 371 1456</box>
headline-highlight: ಬೆಳೆಯುತ್ತಿರುವ ಆರ್ಥಿಕತೆ: <box>104 1007 289 1032</box>
feature-headline: ಮತ್ತೊಂದು ರೂಪದಲ್ಲಿ ವರದಕ್ಷಿಣೆ ಭೂತ..... <box>20 68 920 134</box>
teacher-portrait <box>235 1375 276 1415</box>
paragraph: ಕೊಪ್ಪಳ: ವಿದ್ಯಾರ್ಥಿಗಳಲ್ಲಿ ಅದ್ಭುತವಾದ ಜ್ಞಾನವಿದ್ದು, ಅದನ್ನು ಸದುಪಯೋಗ ಪಡಿಸಿಕೊಳ್ಳಬೇಕು ಎಂದು ಕೊಪ್ಪಳ ವೈದ್ಯಕೀಯ ವಿಜ್ಞಾನಗಳ ಸಂಸ್ಥೆಯ ಮುಖ್ಯ ಆಡಳಿತ ಅಧಿಕಾರಿ ಕಲ್ಲೇಶ ಬಿ ಹೇಳಿದರು. <box>16 727 188 775</box>
section-divider <box>14 606 931 608</box>
masthead-divider <box>14 52 931 58</box>
column-divider <box>380 1256 382 1542</box>
headline-line-1 <box>14 966 470 1002</box>
teacher-portrait <box>235 1331 276 1371</box>
event-photo <box>194 726 550 902</box>
